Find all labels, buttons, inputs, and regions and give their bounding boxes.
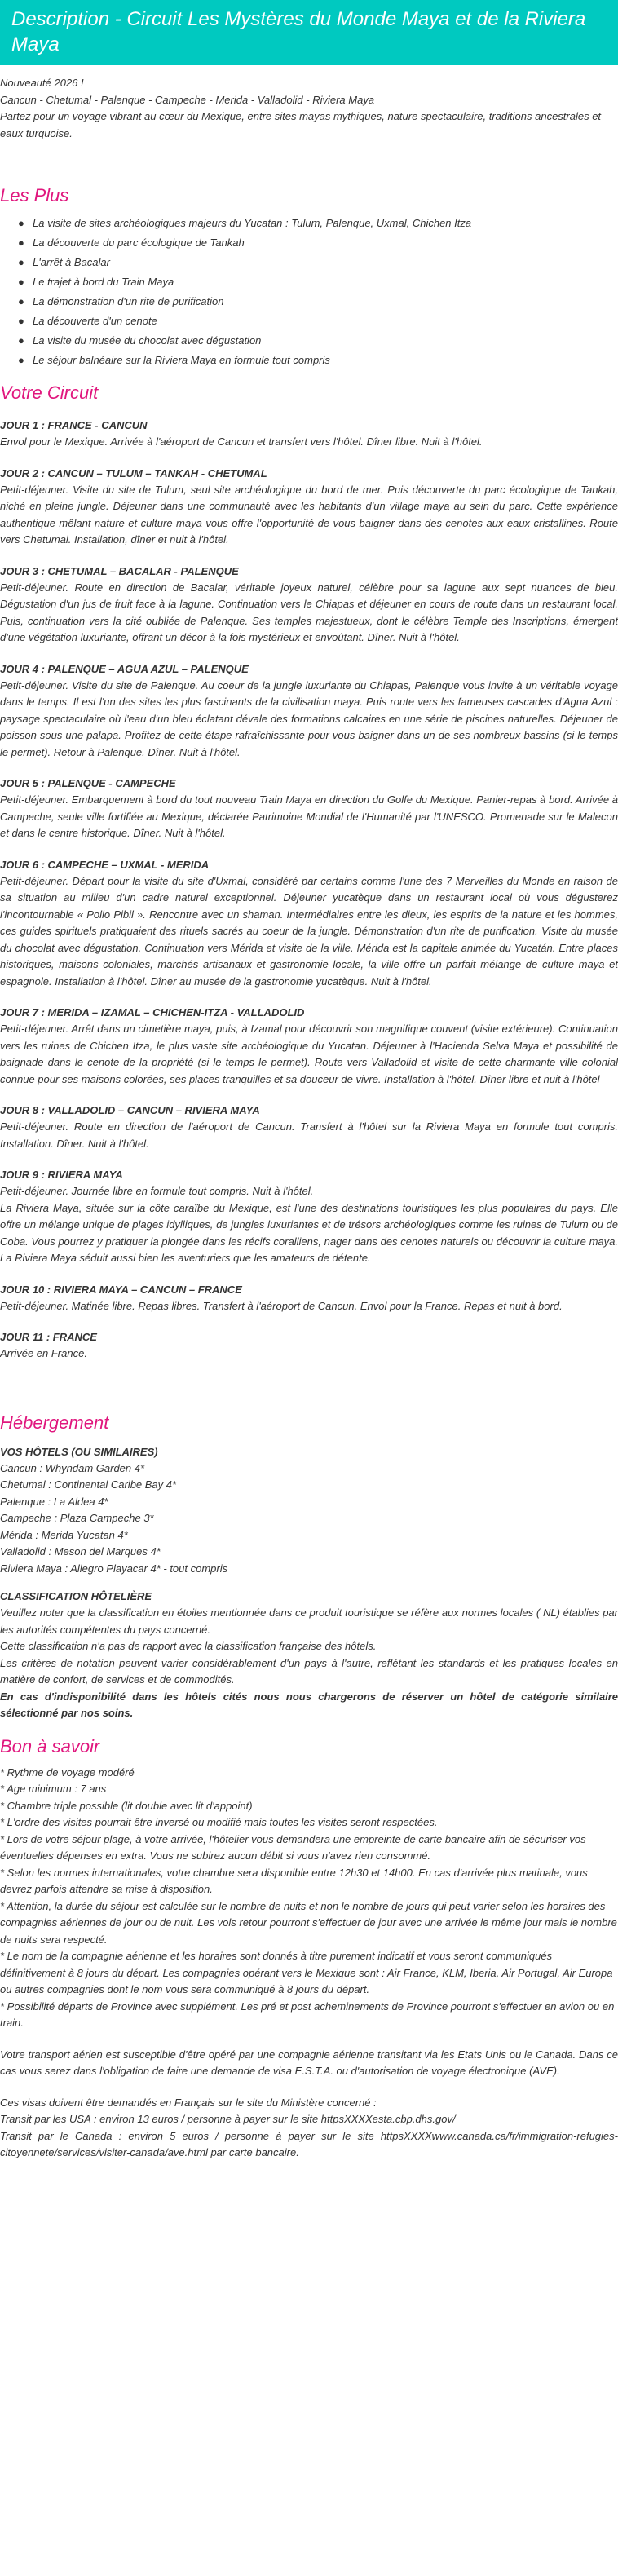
list-item: Campeche : Plaza Campeche 3* bbox=[0, 1512, 154, 1524]
list-item: ● Le trajet à bord du Train Maya bbox=[33, 274, 618, 290]
visa-info bbox=[0, 2095, 618, 2162]
day-text: Petit-déjeuner. Route en direction de Bacalar, véritable joyeux naturel, célèbre pour sa lagune aux sept nuances de bleu. Dégustation d'un jus de fruit face à la lagune. Continuation vers le Chiapas et déjeuner en cours de route dans un restaurant local. Puis, continuation vers la cité oubliée de Palenque. Ses temples majestueux, dont le célèbre Temple des Inscriptions, émergent d'une végétation luxuriante, offrant un décor à la fois mystérieux et envoûtant. Dîner. Nuit à l'hôtel. bbox=[0, 581, 618, 643]
day-title: JOUR 11 : FRANCE bbox=[0, 1331, 97, 1343]
list-item: * Le nom de la compagnie aérienne et les horaires sont donnés à titre purement indicatif et vous seront communiqués définitivement à 8 jours du départ. Les compagnies opérant vers le Mexique sont : Air France, KLM, Iberia, Air Portugal, Air Europa ou autres compagnies dont le nom vous sera communiqué à 8 jours du départ. bbox=[0, 1950, 613, 1995]
list-item: ● La découverte du parc écologique de Tankah bbox=[33, 235, 618, 251]
day-text: Petit-déjeuner. Matinée libre. Repas libres. Transfert à l'aéroport de Cancun. Envol pour la France. Repas et nuit à bord. bbox=[0, 1299, 563, 1312]
bullet-icon: ● bbox=[18, 354, 24, 366]
day-10 bbox=[0, 1282, 618, 1315]
day-text-extra: La Riviera Maya, située sur la côte caraïbe du Mexique, est l'une des destinations touristiques les plus populaires du pays. Elle offre un mélange unique de plages idylliques, de jungles luxuriantes et de trésors archéologiques comme les ruines de Tulum ou de Coba. Vous pourrez y pratiquer la plongée dans les récifs coralliens, nager dans des cenotes naturels ou découvrir la culture maya. La Riviera Maya séduit aussi bien les aventuriers que les amateurs de détente. bbox=[0, 1201, 618, 1264]
day-8 bbox=[0, 1102, 618, 1152]
list-item: * Possibilité départs de Province avec supplément. Les pré et post acheminements de Province pourront s'effectuer en avion ou en train. bbox=[0, 1999, 615, 2029]
list-item: * Lors de votre séjour plage, à votre arrivée, l'hôtelier vous demandera une empreinte de carte bancaire afin de sécuriser vos éventuelles dépenses en extra. Vous ne subirez aucun débit si vous n'avez rien consommé. bbox=[0, 1832, 586, 1862]
day-7 bbox=[0, 1005, 618, 1088]
day-text: Envol pour le Mexique. Arrivée à l'aéroport de Cancun et transfert vers l'hôtel. Dîner libre. Nuit à l'hôtel. bbox=[0, 435, 483, 448]
day-text: Petit-déjeuner. Visite du site de Palenque. Au coeur de la jungle luxuriante du Chiapas, Palenque vous invite à un véritable voyage dans le temps. Il est l'un des sites les plus fascinants de la civilisation maya. Puis route vers les fameuses cascades d'Agua Azul : paysage spectaculaire où l'eau d'un bleu éclatant dévale des formations calcaires en une série de piscines naturelles. Déjeuner de poisson sous une palapa. Profitez de cette étape rafraîchissante pour vous baigner dans un de ses nombreux bassins (si le temps le permet). Retour à Palenque. Dîner. Nuit à l'hôtel. bbox=[0, 678, 618, 758]
les-plus-list bbox=[0, 215, 618, 369]
classification-text: Les critères de notation peuvent varier considérablement d'un pays à l'autre, reflétant les standards et les pratiques locales en matière de confort, de services et de commodités. bbox=[0, 1656, 618, 1686]
day-9 bbox=[0, 1167, 618, 1267]
heading-circuit: Votre Circuit bbox=[0, 382, 99, 403]
day-title: JOUR 4 : PALENQUE – AGUA AZUL – PALENQUE bbox=[0, 662, 249, 675]
list-item: * Attention, la durée du séjour est calculée sur le nombre de nuits et non le nombre de jours qui peut varier selon les horaires des compagnies aériennes de jour ou de nuit. Les vols retour pourront s'effectuer de jour avec une arrivée le même jour mais le nombre de nuits sera respecté. bbox=[0, 1899, 617, 1946]
day-title: JOUR 6 : CAMPECHE – UXMAL - MERIDA bbox=[0, 858, 210, 871]
day-2 bbox=[0, 466, 618, 549]
day-text: Petit-déjeuner. Journée libre en formule tout compris. Nuit à l'hôtel. bbox=[0, 1185, 314, 1197]
classification-title: CLASSIFICATION HÔTELIÈRE bbox=[0, 1590, 152, 1602]
day-11 bbox=[0, 1329, 618, 1363]
day-text: Arrivée en France. bbox=[0, 1347, 87, 1359]
visa-line: Transit par les USA : environ 13 euros / personne à payer sur le site httpsXXXXesta.cbp.dhs.gov/ bbox=[0, 2113, 456, 2125]
day-text: Petit-déjeuner. Route en direction de l'aéroport de Cancun. Transfert à l'hôtel sur la Riviera Maya en formule tout compris. Installation. Dîner. Nuit à l'hôtel. bbox=[0, 1120, 618, 1150]
classification-text: Cette classification n'a pas de rapport avec la classification française des hôtels. bbox=[0, 1640, 377, 1652]
intro bbox=[0, 68, 618, 142]
list-item: ● La visite du musée du chocolat avec dégustation bbox=[33, 333, 618, 349]
day-text: Petit-déjeuner. Embarquement à bord du tout nouveau Train Maya en direction du Golfe du Mexique. Panier-repas à bord. Arrivée à Campeche, seule ville fortifiée au Mexique, déclarée Patrimoine Mondial de l'Humanité par l'UNESCO. Promenade sur le Malecon et dans le centre historique. Dîner. Nuit à l'hôtel. bbox=[0, 793, 618, 839]
list-item: Mérida : Merida Yucatan 4* bbox=[0, 1528, 128, 1541]
list-item: ● La découverte d'un cenote bbox=[33, 313, 618, 329]
intro-pitch: Partez pour un voyage vibrant au cœur du Mexique, entre sites mayas mythiques, nature spectaculaire, traditions ancestrales et eaux turquoise. bbox=[0, 110, 602, 139]
bullet-icon: ● bbox=[18, 276, 24, 288]
page-title: Description - Circuit Les Mystères du Monde Maya et de la Riviera Maya bbox=[11, 8, 586, 55]
day-text: Petit-déjeuner. Arrêt dans un cimetière maya, puis, à Izamal pour découvrir son magnifique couvent (visite extérieure). Continuation vers les ruines de Chichen Itza, le plus vaste site archéologique du Yucatan. Déjeuner à l'Hacienda Selva Maya et possibilité de baignade dans le cenote de la propriété (si le temps le permet). Route vers Valladolid et visite de cette charmante ville colonial connue pour ses maisons colorées, ses places tranquilles et sa douceur de vivre. Installation à l'hôtel. Dîner libre et nuit à l'hôtel bbox=[0, 1023, 618, 1085]
list-item: Cancun : Whyndam Garden 4* bbox=[0, 1461, 145, 1474]
list-item: Palenque : La Aldea 4* bbox=[0, 1495, 108, 1508]
list-item: * Age minimum : 7 ans bbox=[0, 1783, 107, 1795]
list-item: Chetumal : Continental Caribe Bay 4* bbox=[0, 1478, 177, 1491]
bullet-icon: ● bbox=[18, 236, 24, 249]
section-bon-a-savoir bbox=[0, 1735, 618, 2162]
bullet-icon: ● bbox=[18, 256, 24, 268]
list-item: ● Le séjour balnéaire sur la Riviera Maya en formule tout compris bbox=[33, 352, 618, 369]
transport-notice: Votre transport aérien est susceptible d'être opéré par une compagnie aérienne transitant via les Etats Unis ou le Canada. Dans ce cas vous serez dans l'obligation de faire une demande de visa E.S.T.A. ou d'autorisation de voyage électronique (AVE). bbox=[0, 2048, 618, 2077]
day-1 bbox=[0, 418, 618, 451]
intro-new: Nouveauté 2026 ! bbox=[0, 77, 84, 89]
classification-text: Veuillez noter que la classification en étoiles mentionnée dans ce produit touristique se réfère aux normes locales ( NL) établies par les autorités compétentes du pays concerné. bbox=[0, 1606, 618, 1636]
day-3 bbox=[0, 563, 618, 647]
list-item: * L'ordre des visites pourrait être inversé ou modifié mais toutes les visites seront respectées. bbox=[0, 1816, 438, 1828]
bullet-icon: ● bbox=[18, 334, 24, 347]
day-text: Petit-déjeuner. Visite du site de Tulum, seul site archéologique du bord de mer. Puis découverte du parc écologique de Tankah, niché en pleine jungle. Déjeuner dans une communauté avec les habitants d'un village maya au sein du parc. Cette expérience authentique mêlant nature et culture maya vous offre l'opportunité de vous baigner dans des cenotes aux eaux cristallines. Route vers Chetumal. Installation, dîner et nuit à l'hôtel. bbox=[0, 483, 618, 546]
section-circuit bbox=[0, 382, 618, 1363]
bon-a-savoir-list bbox=[0, 1765, 618, 2032]
bullet-icon: ● bbox=[18, 295, 24, 307]
list-item: * Chambre triple possible (lit double avec lit d'appoint) bbox=[0, 1799, 253, 1812]
page-title-banner bbox=[0, 0, 618, 65]
heading-les-plus: Les Plus bbox=[0, 185, 69, 205]
visa-line: Transit par le Canada : environ 5 euros / personne à payer sur le site httpsXXXXwww.canada.ca/fr/immigration-refugies-citoyennete/services/visiter-canada/ave.html par carte bancaire. bbox=[0, 2129, 618, 2158]
section-les-plus bbox=[0, 184, 618, 369]
list-item: ● L'arrêt à Bacalar bbox=[33, 254, 618, 271]
day-title: JOUR 3 : CHETUMAL – BACALAR - PALENQUE bbox=[0, 564, 239, 577]
hotels-title: VOS HÔTELS (OU SIMILAIRES) bbox=[0, 1445, 158, 1458]
list-item: * Selon les normes internationales, votre chambre sera disponible entre 12h30 et 14h00. En cas d'arrivée plus matinale, vous devrez parfois attendre sa mise à disposition. bbox=[0, 1866, 588, 1895]
day-6 bbox=[0, 857, 618, 991]
day-title: JOUR 8 : VALLADOLID – CANCUN – RIVIERA MAYA bbox=[0, 1104, 260, 1116]
day-title: JOUR 2 : CANCUN – TULUM – TANKAH - CHETUMAL bbox=[0, 466, 267, 479]
day-4 bbox=[0, 661, 618, 762]
day-text: Petit-déjeuner. Départ pour la visite du site d'Uxmal, considéré par certains comme l'une des 7 Merveilles du Monde en raison de sa situation au milieu d'un cadre naturel exceptionnel. Déjeuner yucatèque dans un restaurant local où vous dégusterez l'incontournable « Pollo Pibil ». Rencontre avec un shaman. Intermédiaires entre les dieux, les esprits de la nature et les hommes, ces guides spirituels pratiquaient des rituels sacrés au coeur de la jungle. Démonstration d'un rite de purification. Visite du musée du chocolat avec dégustation. Continuation vers Mérida et visite de la ville. Mérida est la capitale animée du Yucatán. Entre places historiques, maisons coloniales, marchés artisanaux et gastronomie locale, la ville offre un parfait mélange de culture maya et espagnole. Installation à l'hôtel. Dîner au musée de la gastronomie yucatèque. Nuit à l'hôtel. bbox=[0, 874, 618, 988]
day-title: JOUR 5 : PALENQUE - CAMPECHE bbox=[0, 777, 176, 789]
day-5 bbox=[0, 775, 618, 842]
content bbox=[0, 65, 618, 2176]
day-title: JOUR 7 : MERIDA – IZAMAL – CHICHEN-ITZA - VALLADOLID bbox=[0, 1006, 305, 1018]
visa-line: Ces visas doivent être demandés en Français sur le site du Ministère concerné : bbox=[0, 2096, 377, 2109]
day-title: JOUR 1 : FRANCE - CANCUN bbox=[0, 419, 148, 431]
heading-bon-a-savoir: Bon à savoir bbox=[0, 1735, 100, 1756]
hotels-list bbox=[0, 1460, 618, 1578]
list-item: ● La visite de sites archéologiques majeurs du Yucatan : Tulum, Palenque, Uxmal, Chichen Itza bbox=[33, 215, 618, 232]
bullet-icon: ● bbox=[18, 217, 24, 229]
intro-route: Cancun - Chetumal - Palenque - Campeche - Merida - Valladolid - Riviera Maya bbox=[0, 93, 375, 106]
bullet-icon: ● bbox=[18, 315, 24, 327]
list-item: Riviera Maya : Allegro Playacar 4* - tout compris bbox=[0, 1562, 228, 1575]
heading-hebergement: Hébergement bbox=[0, 1412, 109, 1433]
day-title: JOUR 9 : RIVIERA MAYA bbox=[0, 1169, 123, 1181]
section-hebergement bbox=[0, 1412, 618, 1722]
classification-warning: En cas d'indisponibilité dans les hôtels cités nous nous chargerons de réserver un hôtel de catégorie similaire sélectionné par nos soins. bbox=[0, 1690, 618, 1719]
list-item: Valladolid : Meson del Marques 4* bbox=[0, 1545, 161, 1558]
list-item: ● La démonstration d'un rite de purification bbox=[33, 294, 618, 310]
day-title: JOUR 10 : RIVIERA MAYA – CANCUN – FRANCE bbox=[0, 1283, 242, 1296]
list-item: * Rythme de voyage modéré bbox=[0, 1765, 135, 1778]
